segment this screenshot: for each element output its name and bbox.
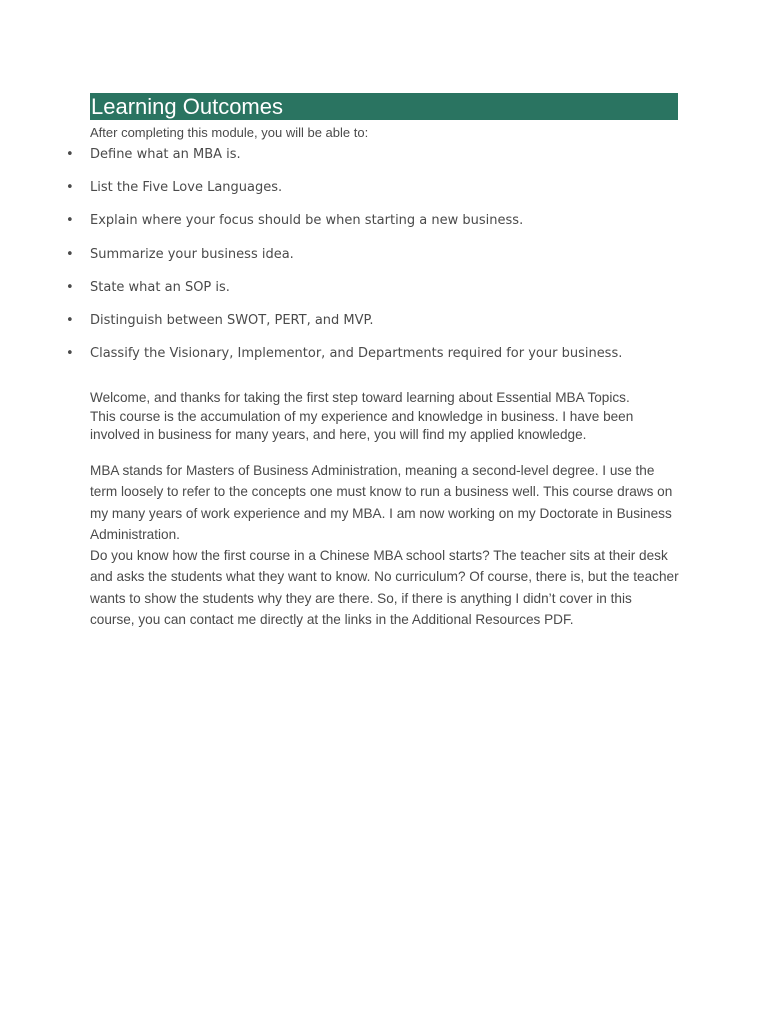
bullet-icon: •: [66, 312, 74, 328]
bullet-icon: •: [66, 246, 74, 262]
outcome-text: Explain where your focus should be when starting a new business.: [90, 213, 524, 229]
list-item: [0, 278, 768, 311]
list-item: [0, 211, 768, 244]
intro-text: After completing this module, you will be able to:: [90, 125, 369, 140]
mba-definition: MBA stands for Masters of Business Administration, meaning a second-level degree. I use the term loosely to refer to the concepts one must know to run a business well. This course draws on my many years of work experience and my MBA. I am now working on my Doctorate in Business Administration.: [90, 463, 673, 542]
chinese-mba-anecdote: Do you know how the first course in a Chinese MBA school starts? The teacher sits at their desk and asks the students what they want to know. No curriculum? Of course, there is, but the teacher wants to show the students why they are there. So, if there is anything I didn’t cover in this course, you can contact me directly at the links in the Additional Resources PDF.: [90, 548, 679, 628]
list-item: [0, 311, 768, 344]
section-title: Learning Outcomes: [91, 94, 283, 119]
learning-outcomes-list: [0, 145, 768, 377]
outcome-text: Distinguish between SWOT, PERT, and MVP.: [90, 312, 374, 328]
outcome-text: Classify the Visionary, Implementor, and Departments required for your business.: [90, 346, 623, 362]
course-description: This course is the accumulation of my experience and knowledge in business. I have been involved in business for many years, and here, you will find my applied knowledge.: [90, 408, 634, 442]
outcome-text: State what an SOP is.: [90, 279, 230, 295]
outcome-text: Define what an MBA is.: [90, 147, 241, 162]
mba-paragraph: [90, 460, 680, 630]
bullet-icon: •: [66, 180, 74, 196]
outcome-text: List the Five Love Languages.: [90, 180, 283, 196]
list-item: [0, 178, 768, 211]
bullet-icon: •: [66, 147, 74, 162]
list-item: [0, 344, 768, 377]
section-heading-bar: [90, 93, 678, 120]
bullet-icon: •: [66, 213, 74, 229]
list-item: [0, 145, 768, 178]
welcome-paragraph: [90, 389, 680, 445]
bullet-icon: •: [66, 279, 74, 295]
bullet-icon: •: [66, 346, 74, 362]
list-item: [0, 245, 768, 278]
outcome-text: Summarize your business idea.: [90, 246, 294, 262]
welcome-line: Welcome, and thanks for taking the first step toward learning about Essential MBA Topics.: [90, 390, 630, 405]
